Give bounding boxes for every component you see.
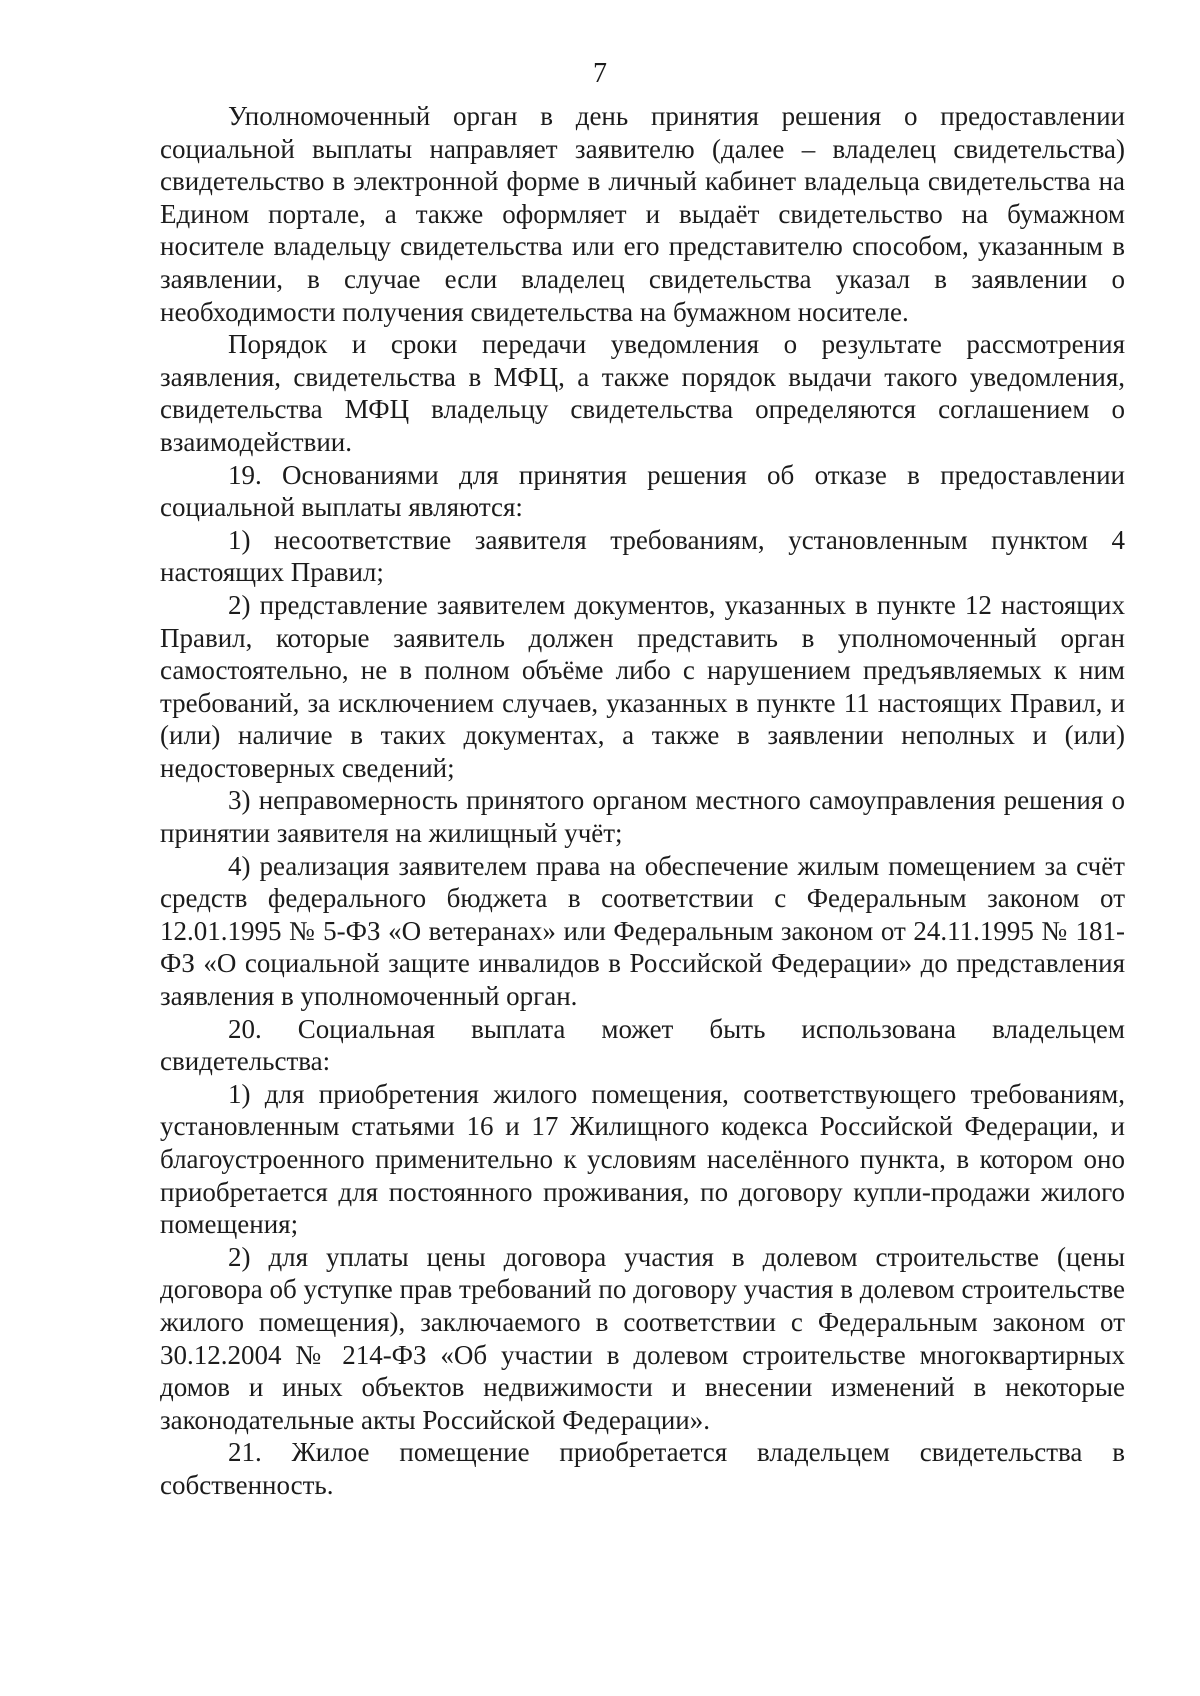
paragraph-mfc-procedure: Порядок и сроки передачи уведомления о результате рассмотрения заявления, свидетельства в МФЦ, а также порядок выдачи такого уведомления, свидетельства МФЦ владельцу свидетельства определяются соглашением о взаимодействии. (160, 329, 1125, 457)
paragraph-19-item-2: 2) представление заявителем документов, указанных в пункте 12 настоящих Правил, которые заявитель должен представить в уполномоченный орган самостоятельно, не в полном объёме либо с нарушением предъявляемых к ним требований, за исключением случаев, указанных в пункте 11 настоящих Правил, и (или) наличие в таких документах, а также в заявлении неполных и (или) недостоверных сведений; (160, 589, 1125, 783)
paragraph-20-item-1: 1) для приобретения жилого помещения, соответствующего требованиям, установленным статьями 16 и 17 Жилищного кодекса Российской Федерации, и благоустроенного применительно к условиям населённого пункта, в котором оно приобретается для постоянного проживания, по договору купли-продажи жилого помещения; (160, 1078, 1125, 1240)
paragraph-19-item-1: 1) несоответствие заявителя требованиям, установленным пунктом 4 настоящих Правил; (160, 524, 1125, 588)
document-body (160, 100, 1125, 1502)
paragraph-certificate-issuance: Уполномоченный орган в день принятия решения о предоставлении социальной выплаты направляет заявителю (далее – владелец свидетельства) свидетельство в электронной форме в личный кабинет владельца свидетельства на Едином портале, а также оформляет и выдаёт свидетельство на бумажном носителе владельцу свидетельства или его представителю способом, указанным в заявлении, в случае если владелец свидетельства указал в заявлении о необходимости получения свидетельства на бумажном носителе. (160, 101, 1125, 327)
paragraph-20-payment-use: 20. Социальная выплата может быть использована владельцем свидетельства: (160, 1013, 1125, 1077)
paragraph-19-refusal-grounds: 19. Основаниями для принятия решения об отказе в предоставлении социальной выплаты являются: (160, 459, 1125, 523)
paragraph-21-ownership: 21. Жилое помещение приобретается владельцем свидетельства в собственность. (160, 1437, 1125, 1500)
page-number: 7 (593, 58, 607, 89)
paragraph-19-item-3: 3) неправомерность принятого органом местного самоуправления решения о принятии заявителя на жилищный учёт; (160, 785, 1125, 849)
paragraph-19-item-4: 4) реализация заявителем права на обеспечение жилым помещением за счёт средств федерального бюджета в соответствии с Федеральным законом от 12.01.1995 № 5-ФЗ «О ветеранах» или Федеральным законом от 24.11.1995 № 181-ФЗ «О социальной защите инвалидов в Российской Федерации» до представления заявления в уполномоченный орган. (160, 850, 1125, 1012)
paragraph-20-item-2: 2) для уплаты цены договора участия в долевом строительстве (цены договора об уступке прав требований по договору участия в долевом строительстве жилого помещения), заключаемого в соответствии с Федеральным законом от 30.12.2004 № 214-ФЗ «Об участии в долевом строительстве многоквартирных домов и иных объектов недвижимости и внесении изменений в некоторые законодательные акты Российской Федерации». (160, 1241, 1125, 1435)
